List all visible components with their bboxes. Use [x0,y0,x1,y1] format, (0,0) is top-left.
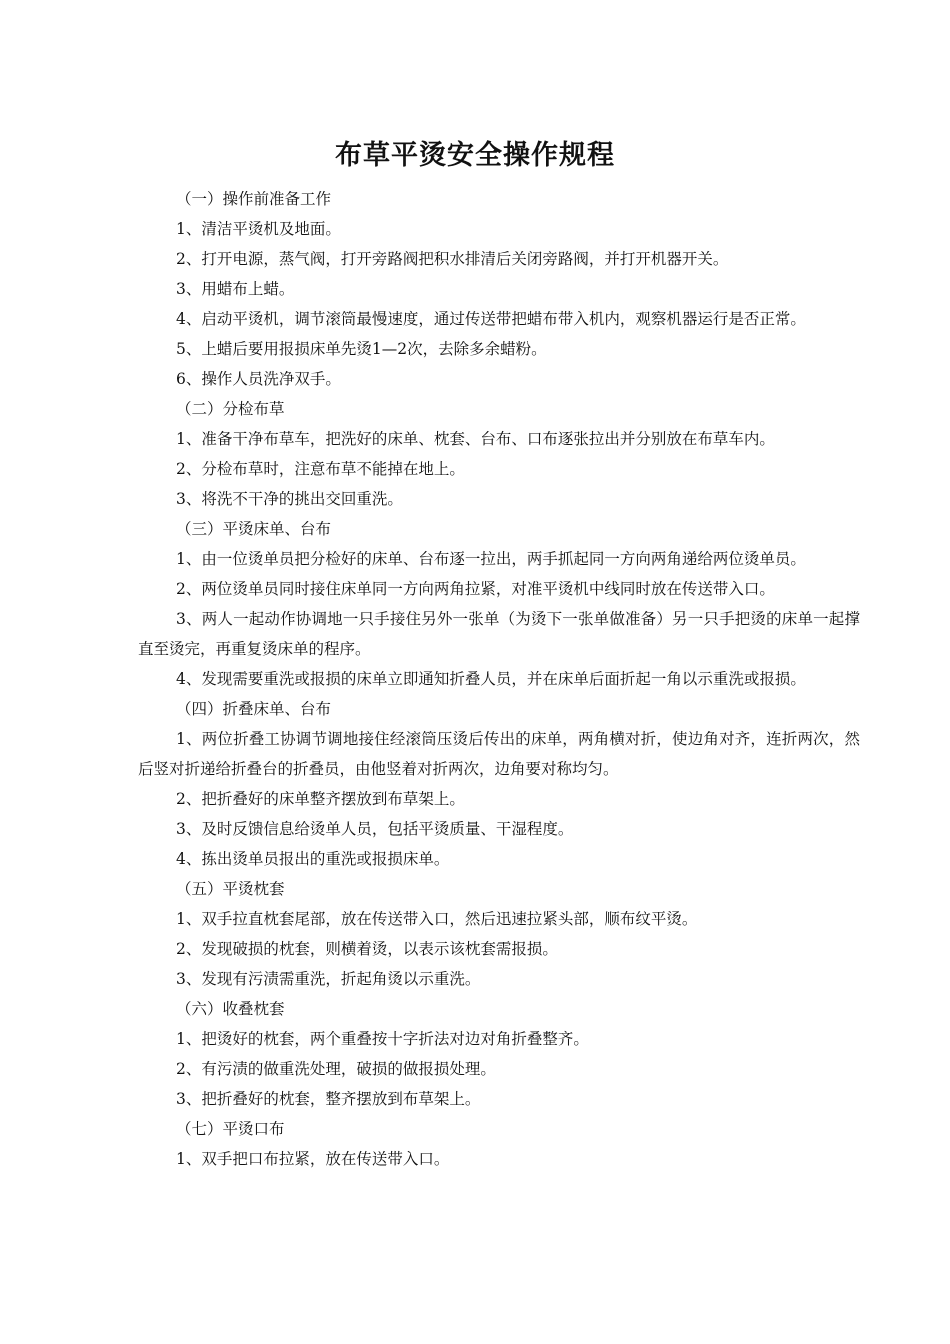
step-paragraph: 2、把折叠好的床单整齐摆放到布草架上。 [176,790,465,808]
section-heading-4: （四）折叠床单、台布 [176,700,332,718]
section-heading-7: （七）平烫口布 [176,1120,285,1138]
document-body [138,184,860,1174]
step-paragraph: 5、上蜡后要用报损床单先烫1—2次，去除多余蜡粉。 [176,340,547,358]
step-paragraph: 6、操作人员洗净双手。 [176,370,341,388]
step-paragraph: 4、拣出烫单员报出的重洗或报损床单。 [176,850,450,868]
step-paragraph: 1、准备干净布草车，把洗好的床单、枕套、台布、口布逐张拉出并分别放在布草车内。 [176,430,775,448]
step-paragraph: 4、发现需要重洗或报损的床单立即通知折叠人员，并在床单后面折起一角以示重洗或报损。 [176,670,806,688]
section-heading-2: （二）分检布草 [176,400,285,418]
step-paragraph: 3、将洗不干净的挑出交回重洗。 [176,490,403,508]
step-paragraph: 1、两位折叠工协调节调地接住经滚筒压烫后传出的床单，两角横对折，使边角对齐，连折两次，然后竖对折递给折叠台的折叠员，由他竖着对折两次，边角要对称均匀。 [138,730,860,778]
step-paragraph: 3、及时反馈信息给烫单人员，包括平烫质量、干湿程度。 [176,820,574,838]
section-heading-5: （五）平烫枕套 [176,880,285,898]
step-paragraph: 1、双手把口布拉紧，放在传送带入口。 [176,1150,450,1168]
step-paragraph: 1、由一位烫单员把分检好的床单、台布逐一拉出，两手抓起同一方向两角递给两位烫单员。 [176,550,806,568]
section-heading-6: （六）收叠枕套 [176,1000,285,1018]
step-paragraph: 2、有污渍的做重洗处理，破损的做报损处理。 [176,1060,496,1078]
step-paragraph: 3、把折叠好的枕套，整齐摆放到布草架上。 [176,1090,481,1108]
document-title: 布草平烫安全操作规程 [335,140,615,171]
step-paragraph: 4、启动平烫机，调节滚筒最慢速度，通过传送带把蜡布带入机内，观察机器运行是否正常。 [176,310,806,328]
section-heading-3: （三）平烫床单、台布 [176,520,332,538]
step-paragraph: 3、两人一起动作协调地一只手接住另外一张单（为烫下一张单做准备）另一只手把烫的床单一起撑直至烫完，再重复烫床单的程序。 [138,610,860,658]
step-paragraph: 2、分检布草时，注意布草不能掉在地上。 [176,460,465,478]
step-paragraph: 1、清洁平烫机及地面。 [176,220,341,238]
step-paragraph: 3、用蜡布上蜡。 [176,280,295,298]
step-paragraph: 1、双手拉直枕套尾部，放在传送带入口，然后迅速拉紧头部，顺布纹平烫。 [176,910,698,928]
step-paragraph: 2、打开电源，蒸气阀，打开旁路阀把积水排清后关闭旁路阀，并打开机器开关。 [176,250,729,268]
step-paragraph: 2、发现破损的枕套，则横着烫，以表示该枕套需报损。 [176,940,558,958]
step-paragraph: 1、把烫好的枕套，两个重叠按十字折法对边对角折叠整齐。 [176,1030,589,1048]
step-paragraph: 3、发现有污渍需重洗，折起角烫以示重洗。 [176,970,481,988]
section-heading-1: （一）操作前准备工作 [176,190,332,208]
step-paragraph: 2、两位烫单员同时接住床单同一方向两角拉紧，对准平烫机中线同时放在传送带入口。 [176,580,775,598]
